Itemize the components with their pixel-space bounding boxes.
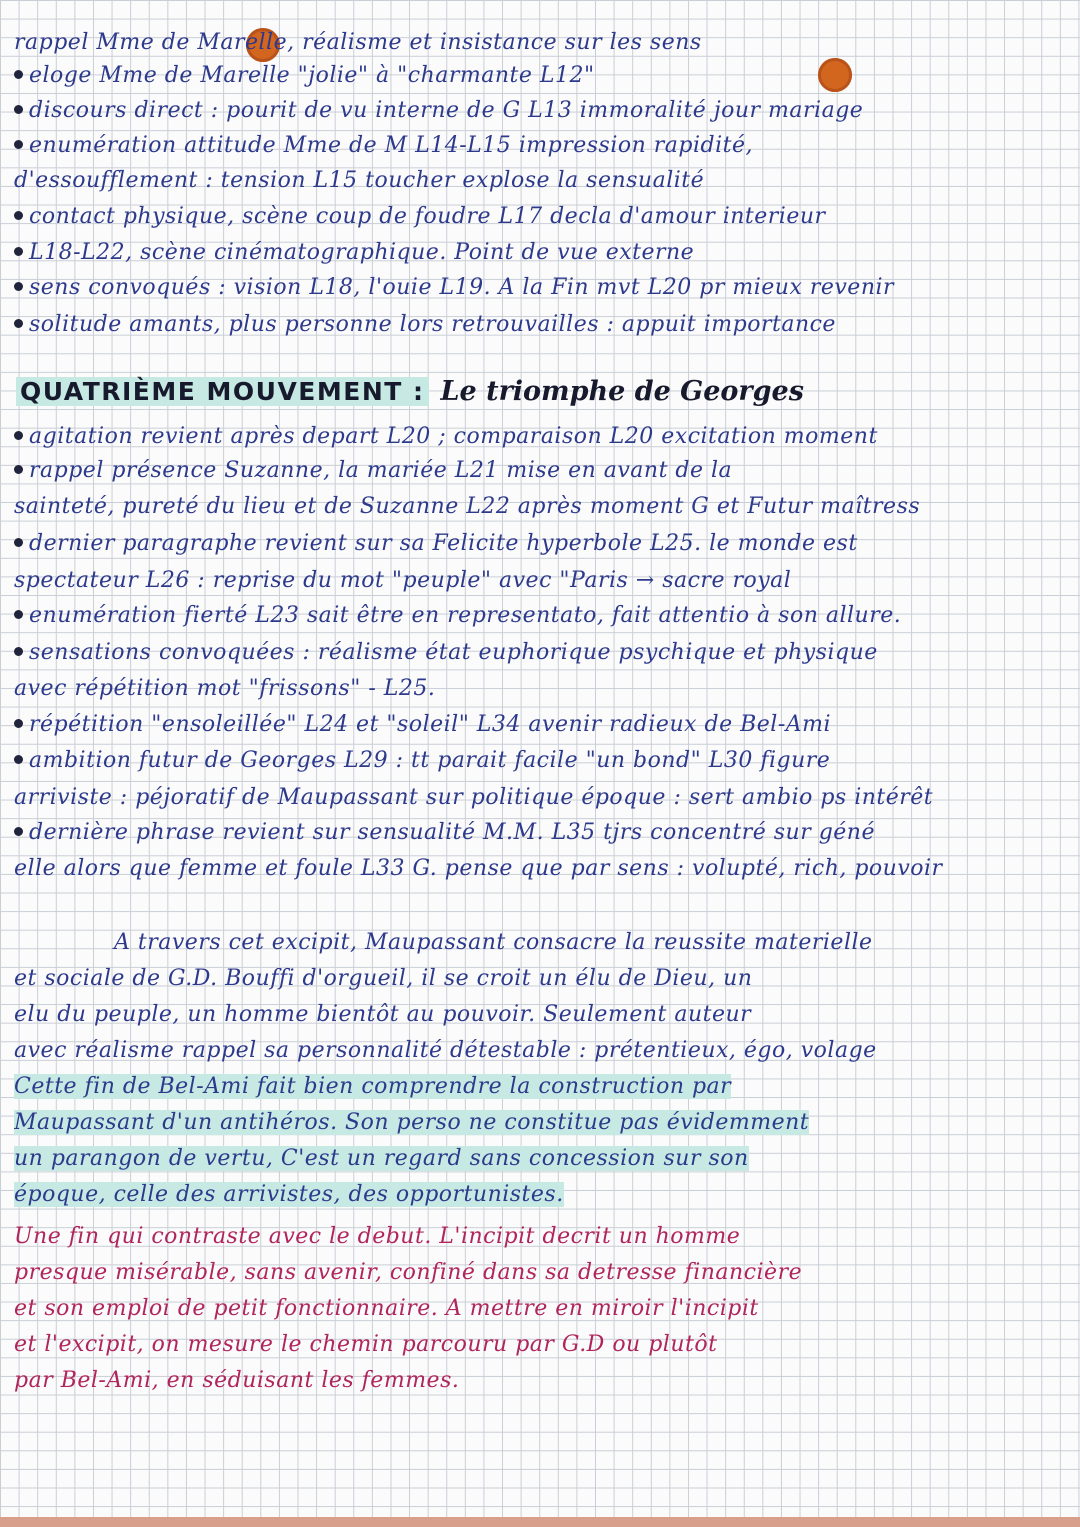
bullet-icon [14,319,23,328]
pink-line: par Bel-Ami, en séduisant les femmes. [14,1368,460,1393]
conclusion-line: un parangon de vertu, C'est un regard sans concession sur son [14,1146,749,1171]
note-line: ambition futur de Georges L29 : tt parait facile "un bond" L30 figure [14,744,1070,778]
conclusion-line: elu du peuple, un homme bientôt au pouvoir. Seulement auteur [14,1002,752,1027]
bullet-icon [14,538,23,547]
note-line: sens convoqués : vision L18, l'ouie L19. A la Fin mvt L20 pr mieux revenir [14,271,1070,305]
note-line: arriviste : péjoratif de Maupassant sur politique époque : sert ambio ps intérêt [14,785,934,810]
conclusion-line: et sociale de G.D. Bouffi d'orgueil, il se croit un élu de Dieu, un [14,966,753,991]
bullet-icon [14,211,23,220]
section-heading [16,376,804,416]
bullet-icon [14,70,23,79]
pink-line: presque misérable, sans avenir, confiné dans sa detresse financière [14,1260,803,1285]
note-line: enumération fierté L23 sait être en representato, fait attentio à son allure. [14,599,1070,633]
note-line: enumération attitude Mme de M L14-L15 impression rapidité, [14,129,1070,163]
note-line: L18-L22, scène cinématographique. Point de vue externe [14,236,1070,270]
bullet-icon [14,719,23,728]
pink-line: Une fin qui contraste avec le debut. L'incipit decrit un homme [14,1224,741,1249]
note-line: agitation revient après depart L20 ; comparaison L20 excitation moment [14,420,1070,454]
note-line: sensations convoquées : réalisme état euphorique psychique et physique [14,636,1070,670]
page-edge [0,1517,1080,1527]
note-line: sainteté, pureté du lieu et de Suzanne L22 après moment G et Futur maîtress [14,494,921,519]
conclusion-line: époque, celle des arrivistes, des opportunistes. [14,1182,564,1207]
note-line: rappel Mme de Marelle, réalisme et insistance sur les sens [14,30,702,55]
bullet-icon [14,465,23,474]
bullet-icon [14,827,23,836]
note-line: contact physique, scène coup de foudre L17 decla d'amour interieur [14,200,1070,234]
bullet-icon [14,610,23,619]
bullet-icon [14,431,23,440]
heading-main: QUATRIÈME MOUVEMENT : [16,377,429,406]
conclusion-line: Cette fin de Bel-Ami fait bien comprendre la construction par [14,1074,732,1099]
conclusion-line: avec réalisme rappel sa personnalité détestable : prétentieux, égo, volage [14,1038,877,1063]
note-line: dernier paragraphe revient sur sa Felicite hyperbole L25. le monde est [14,527,1070,561]
note-line: rappel présence Suzanne, la mariée L21 mise en avant de la [14,454,1070,488]
note-line: dernière phrase revient sur sensualité M.M. L35 tjrs concentré sur géné [14,816,1070,850]
bullet-icon [14,247,23,256]
conclusion-line: Maupassant d'un antihéros. Son perso ne constitue pas évidemment [14,1110,810,1135]
bullet-icon [14,105,23,114]
conclusion-line: A travers cet excipit, Maupassant consacre la reussite materielle [114,930,873,955]
bullet-icon [14,282,23,291]
note-line: elle alors que femme et foule L33 G. pense que par sens : volupté, rich, pouvoir [14,856,943,881]
note-line: solitude amants, plus personne lors retrouvailles : appuit importance [14,308,1070,342]
note-line: d'essoufflement : tension L15 toucher explose la sensualité [14,168,705,193]
note-line: avec répétition mot "frissons" - L25. [14,676,436,701]
note-line: discours direct : pourit de vu interne de G L13 immoralité jour mariage [14,94,1070,128]
pink-line: et son emploi de petit fonctionnaire. A mettre en miroir l'incipit [14,1296,759,1321]
bullet-icon [14,647,23,656]
bullet-icon [14,755,23,764]
heading-sub: Le triomphe de Georges [440,376,804,407]
note-line: spectateur L26 : reprise du mot "peuple" avec "Paris → sacre royal [14,568,792,593]
note-line: répétition "ensoleillée" L24 et "soleil" L34 avenir radieux de Bel-Ami [14,708,1070,742]
pink-line: et l'excipit, on mesure le chemin parcouru par G.D ou plutôt [14,1332,718,1357]
bullet-icon [14,140,23,149]
note-line: eloge Mme de Marelle "jolie" à "charmante L12" [14,59,1070,93]
